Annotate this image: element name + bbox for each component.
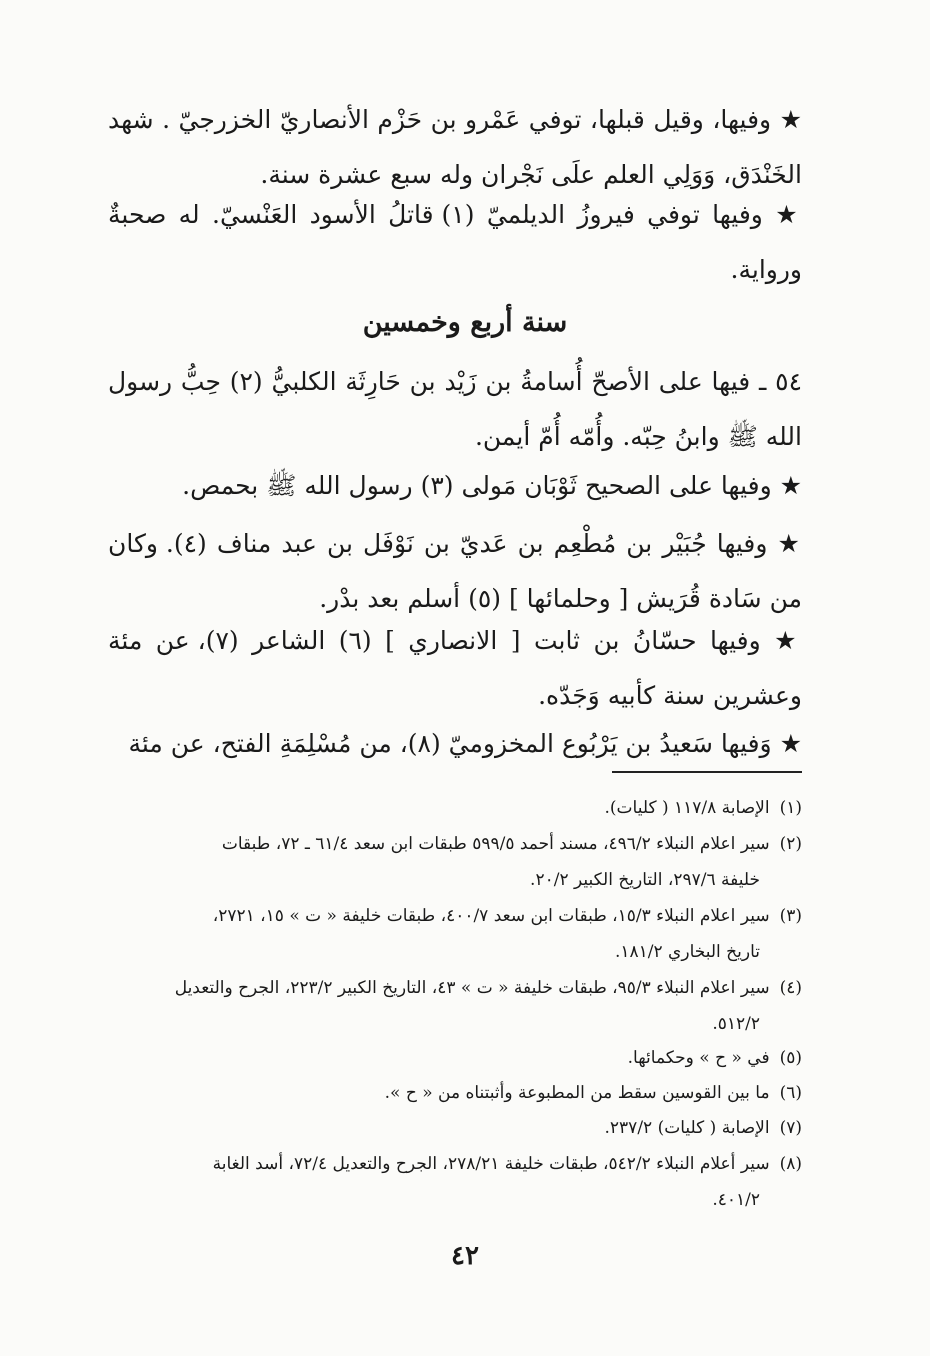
- footnote-text: الإصابة ١١٧/٨ ( كليات).: [604, 798, 770, 818]
- footnote-3: [108, 898, 802, 970]
- footnote-number: (٣): [779, 906, 802, 926]
- footnote-6: [108, 1075, 802, 1111]
- footnote-4: [108, 970, 802, 1042]
- footnote-number: (٥): [779, 1048, 802, 1068]
- paragraph-amr-ibn-hazm: ★ وفيها، وقيل قبلها، توفي عَمْرو بن حَزْم الأنصاريّ الخزرجيّ . شهد الخَنْدَق، وَوَلِي العلم علَى نَجْران وله سبع عشرة سنة.: [108, 105, 802, 189]
- footnote-separator: [612, 771, 802, 773]
- footnote-5: [108, 1040, 802, 1076]
- footnote-number: (٨): [779, 1154, 802, 1174]
- footnote-text: سير أعلام النبلاء ٥٤٢/٢، طبقات خليفة ٢٧٨/٢١، الجرح والتعديل ٧٢/٤، أسد الغابة: [212, 1154, 770, 1174]
- footnote-text: ما بين القوسين سقط من المطبوعة وأثبتناه من « ح ».: [384, 1083, 770, 1103]
- page-number: ٤٢: [451, 1241, 479, 1271]
- footnote-text: سير اعلام النبلاء ١٥/٣، طبقات ابن سعد ٤٠٠/٧، طبقات خليفة « ت » ١٥، ٢٧٢١،: [212, 906, 770, 926]
- footnote-number: (١): [779, 798, 802, 818]
- footnote-number: (٦): [779, 1083, 802, 1103]
- footnote-text: سير اعلام النبلاء ٩٥/٣، طبقات خليفة « ت » ٤٣، التاريخ الكبير ٢٢٣/٢، الجرح والتعديل: [174, 978, 770, 998]
- footnote-8: [108, 1146, 802, 1218]
- footnote-2: [108, 826, 802, 898]
- paragraph-fayruz-daylami: ★ وفيها توفي فيروزُ الديلميّ (١) قاتلُ الأسود العَنْسيّ. له صحبةٌ ورواية.: [108, 200, 802, 284]
- paragraph-hassan-ibn-thabit: ★ وفيها حسّانُ بن ثابت [ الانصاري ] (٦) الشاعر (٧)، عن مئة وعشرين سنة كأبيه وَجَدّه.: [108, 626, 803, 710]
- paragraph-said-ibn-yarbu: ★ وَفيها سَعيدُ بن يَرْبُوع المخزوميّ (٨)، من مُسْلِمَةِ الفتح، عن مئة: [128, 729, 802, 758]
- footnote-continuation: خليفة ٢٩٧/٦، التاريخ الكبير ٢٠/٢.: [530, 870, 760, 890]
- paragraph-jubayr-ibn-mutim: ★ وفيها جُبَيْر بن مُطْعِم بن عَديّ بن نَوْفَل بن عبد مناف (٤). وكان من سَادة قُرَيش [ وحلمائها ] (٥) أسلم بعد بدْر.: [108, 529, 802, 613]
- footnote-number: (٧): [779, 1118, 802, 1138]
- footnote-number: (٤): [779, 978, 802, 998]
- section-heading: سنة أربع وخمسين: [362, 307, 568, 338]
- footnote-continuation: ٥١٢/٢.: [712, 1014, 760, 1034]
- footnote-text: في « ح » وحكمائها.: [627, 1048, 770, 1068]
- footnote-text: الإصابة ( كليات) ٢٣٧/٢.: [604, 1118, 770, 1138]
- footnote-continuation: ٤٠١/٢.: [712, 1190, 760, 1210]
- footnote-number: (٢): [779, 834, 802, 854]
- paragraph-usama-ibn-zayd: ٥٤ ـ فيها على الأصحّ أُسامةُ بن زَيْد بن حَارِثَة الكلبيُّ (٢) حِبُّ رسول الله ﷺ وابنُ حِبّه. وأُمّه أُمّ أيمن.: [108, 367, 802, 451]
- paragraph-thawban: ★ وفيها على الصحيح ثَوْبَان مَولى (٣) رسول الله ﷺ بحمص.: [182, 471, 802, 500]
- footnote-continuation: تاريخ البخاري ١٨١/٢.: [614, 942, 760, 962]
- footnote-text: سير اعلام النبلاء ٤٩٦/٢، مسند أحمد ٥٩٩/٥ طبقات ابن سعد ٦١/٤ ـ ٧٢، طبقات: [221, 834, 770, 854]
- footnote-7: [108, 1110, 802, 1146]
- footnote-1: [108, 790, 802, 826]
